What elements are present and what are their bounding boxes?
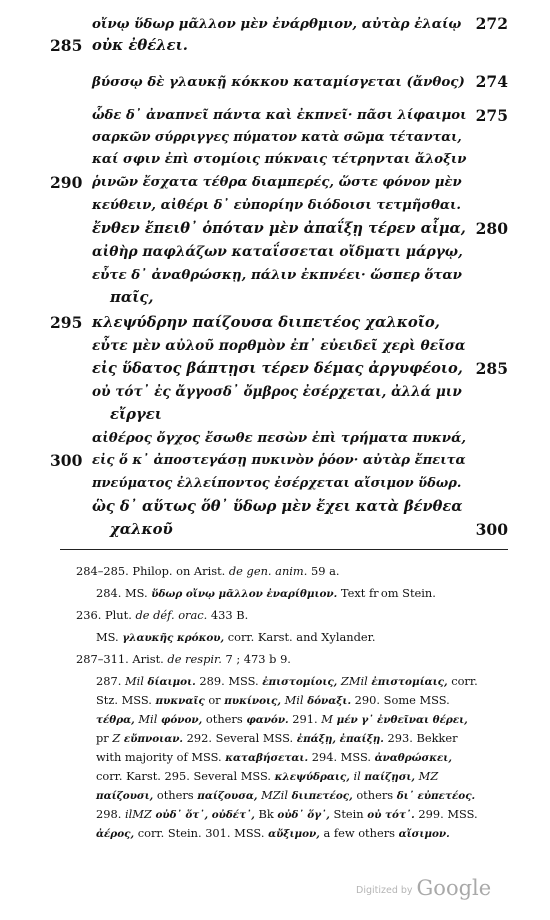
footnote-segment: ZMil <box>337 674 368 688</box>
verse-line <box>0 265 550 285</box>
verse-text: εὖτε μὲν αὐλοῦ πορθμὸν ἐπ᾽ εὐειδεῖ χερὶ θεῖσα <box>92 338 466 354</box>
footnote-segment: MZ <box>415 769 439 783</box>
footnote-line <box>0 628 550 646</box>
verse-line <box>0 497 550 517</box>
footnote-segment: ilMZ <box>124 807 152 821</box>
footnote-segment: 292. Several MSS. <box>183 731 297 745</box>
verse-line <box>0 428 550 448</box>
footnote-segment: ὕδωρ οἴνῳ μᾶλλον ἐναρίθμιον. <box>151 588 338 600</box>
verse-line <box>0 196 550 216</box>
footnote-segment: αἴσιμον. <box>398 828 450 840</box>
footnote-segment: M <box>321 712 333 726</box>
footnote-segment: 298. <box>96 807 125 821</box>
footnote-segment: Stein <box>329 807 368 821</box>
verse-line <box>0 173 550 193</box>
source-line-number: 300 <box>475 520 508 539</box>
footnote-segment: corr. <box>447 674 478 688</box>
digitization-watermark <box>356 876 491 903</box>
footnote-segment: δίαιμοι. <box>143 676 196 688</box>
verse-line <box>0 288 550 308</box>
verse-line <box>0 313 550 333</box>
footnote-segment: φόνον, <box>157 714 203 726</box>
footnote-line <box>0 584 550 602</box>
footnote-segment: 433 B. <box>207 608 249 622</box>
footnote-segment: 289. MSS. <box>195 674 263 688</box>
source-line-number: 285 <box>475 359 508 378</box>
footnote-segment: Text fr om Stein. <box>337 586 436 600</box>
verse-text: ἔνθεν ἔπειθ᾽ ὁπόταν μὲν ἀπαΐξῃ τέρεν αἷμα, <box>92 220 466 237</box>
verse-line-number: 285 <box>50 36 83 55</box>
footnote-segment: de gen. anim. <box>228 564 308 578</box>
source-line-number: 274 <box>475 72 508 91</box>
verse-text: εἰς ὕδατος βάπτῃσι τέρεν δέμας ἀργυφέοιο, <box>92 360 463 377</box>
footnote-segment: Stz. MSS. <box>96 693 156 707</box>
verse-line <box>0 36 550 56</box>
verse-line-number: 295 <box>50 313 83 332</box>
footnote-segment: μέν γ᾽ ἐνθεῖναι θέρει, <box>332 714 468 726</box>
footnote-segment: with majority of MSS. <box>96 750 226 764</box>
verse-text: ὣς δ᾽ αὕτως ὅθ᾽ ὕδωρ μὲν ἔχει κατὰ βένθεα <box>92 498 463 515</box>
footnote-segment: de respir. <box>167 652 222 666</box>
verse-text: εἴργει <box>110 406 162 423</box>
footnote-segment: ἐπάξῃ, ἐπαίξῃ. <box>296 733 384 745</box>
footnote-segment: 290. Some MSS. <box>351 693 450 707</box>
footnote-line <box>0 672 550 690</box>
footnote-segment: il <box>349 769 361 783</box>
verse-line <box>0 72 550 92</box>
verse-line <box>0 336 550 356</box>
footnote-segment: corr. Karst. and Xylander. <box>224 630 376 644</box>
footnote-segment: 236. Plut. <box>76 608 136 622</box>
verse-line <box>0 359 550 379</box>
source-line-number: 272 <box>475 14 508 33</box>
verse-text: οὐ τότ᾽ ἐς ἄγγοσδ᾽ ὄμβρος ἐσέρχεται, ἀλλά μιν <box>92 384 462 400</box>
verse-text: κλεψύδρην παίζουσα διιπετέος χαλκοῖο, <box>92 314 440 331</box>
footnote-segment: αὔξιμον, <box>268 828 320 840</box>
verse-text: κεύθειν, αἰθέρι δ᾽ εὐπορίην διόδοισι τετμῆσθαι. <box>92 198 462 213</box>
footnote-segment: παίζῃσι, <box>360 771 416 783</box>
verse-line <box>0 128 550 148</box>
verse-line <box>0 242 550 262</box>
source-line-number: 280 <box>475 219 508 238</box>
footnote-segment: ἀέρος, <box>96 828 135 840</box>
footnote-line <box>0 606 550 624</box>
footnote-segment: Bk <box>254 807 278 821</box>
footnote-segment: 294. MSS. <box>308 750 375 764</box>
verse-line-number: 300 <box>50 451 83 470</box>
footnote-line <box>0 748 550 766</box>
footnote-segment: οὐ τότ᾽. <box>367 809 415 821</box>
footnote-segment: δι᾽ εὐπετέος. <box>396 790 476 802</box>
verse-line <box>0 474 550 494</box>
footnote-line <box>0 650 550 668</box>
footnote-segment: 299. MSS. <box>414 807 478 821</box>
footnote-segment: 284. MS. <box>96 586 152 600</box>
verse-text: πνεύματος ἐλλείποντος ἐσέρχεται αἴσιμον ὕδωρ. <box>92 476 462 491</box>
verse-text: βύσσῳ δὲ γλαυκῇ κόκκου καταμίσγεται (ἄνθος) <box>92 74 465 90</box>
verse-text: εὖτε δ᾽ ἀναθρώσκῃ, πάλιν ἐκπνέει· ὥσπερ ὅταν <box>92 267 462 283</box>
footnote-segment: 293. Bekker <box>383 731 458 745</box>
footnote-segment: διιπετέος, <box>287 790 353 802</box>
verse-line <box>0 14 550 34</box>
footnote-line <box>0 710 550 728</box>
footnote-line <box>0 786 550 804</box>
footnote-line <box>0 729 550 747</box>
watermark-small-text: Digitized by <box>356 885 413 896</box>
footnote-segment: γλαυκῆς κρόκου, <box>122 632 225 644</box>
footnote-segment: οὐδ᾽ ὅτ᾽, οὐδέτ᾽, <box>151 809 255 821</box>
footnote-segment: εὔπνοιαν. <box>120 733 184 745</box>
footnote-segment: Mil <box>281 693 304 707</box>
footnote-segment: 7 ; 473 b 9. <box>221 652 291 666</box>
verse-text: παῖς, <box>110 289 154 306</box>
verse-text: εἰς ὅ κ᾽ ἀποστεγάσῃ πυκινὸν ῥόον· αὐτὰρ ἔπειτα <box>92 453 466 468</box>
verse-line <box>0 520 550 540</box>
footnote-segment: MZil <box>257 788 288 802</box>
verse-text: χαλκοῦ <box>110 521 173 538</box>
watermark-logo-text: Google <box>416 876 492 900</box>
footnote-segment: a few others <box>319 826 399 840</box>
footnote-segment: πυκίνοις, <box>224 695 281 707</box>
footnote-segment: 59 a. <box>307 564 340 578</box>
verse-text: οἴνῳ ὕδωρ μᾶλλον μὲν ἐνάρθμιον, αὐτὰρ ἐλαίῳ <box>92 16 462 32</box>
verse-line-number: 290 <box>50 173 83 192</box>
verse-line <box>0 451 550 471</box>
footnote-segment: δόναξι. <box>303 695 352 707</box>
footnote-segment: πυκναῖς <box>155 695 205 707</box>
footnote-segment: MS. <box>96 630 123 644</box>
footnote-segment: 284–285. Philop. on Arist. <box>76 564 229 578</box>
verse-text: ῥινῶν ἔσχατα τέθρα διαμπερές, ὥστε φόνον μὲν <box>92 175 462 190</box>
footnote-segment: Z <box>112 731 121 745</box>
footnote-segment: παίζουσι, <box>96 790 154 802</box>
footnote-line <box>0 562 550 580</box>
footnote-segment: οὐδ᾽ ὅγ᾽, <box>277 809 330 821</box>
footnote-line <box>0 691 550 709</box>
footnote-segment: ἐπιστομίαις, <box>367 676 448 688</box>
footnote-segment: Mil <box>134 712 158 726</box>
footnote-segment: corr. Karst. 295. Several MSS. <box>96 769 275 783</box>
verse-line <box>0 405 550 425</box>
footnote-segment: 287–311. Arist. <box>76 652 168 666</box>
footnote-segment: Mil <box>124 674 144 688</box>
footnote-separator-rule <box>60 549 508 550</box>
footnote-segment: κλεψύδραις, <box>274 771 350 783</box>
footnote-segment: παίζουσα, <box>197 790 258 802</box>
footnote-segment: φανόν. <box>246 714 289 726</box>
footnote-segment: de déf. orac. <box>135 608 208 622</box>
footnote-segment: 291. <box>288 712 322 726</box>
footnote-segment: others <box>352 788 397 802</box>
verse-text: αἰθὴρ παφλάζων καταΐσσεται οἴδματι μάργῳ, <box>92 244 463 260</box>
verse-line <box>0 150 550 170</box>
footnote-line <box>0 805 550 823</box>
footnote-segment: others <box>202 712 247 726</box>
footnote-segment: others <box>153 788 198 802</box>
verse-line <box>0 382 550 402</box>
verse-line <box>0 219 550 239</box>
footnote-segment: ἐπιστομίοις, <box>262 676 338 688</box>
verse-text: αἰθέρος ὄγχος ἔσωθε πεσὼν ἐπὶ τρήματα πυκνά, <box>92 430 467 446</box>
verse-text: καί σφιν ἐπὶ στομίοις πύκναις τέτρηνται ἄλοξιν <box>92 152 467 167</box>
verse-line <box>0 106 550 126</box>
footnote-segment: ἀναθρώσκει, <box>374 752 452 764</box>
footnote-segment: or <box>204 693 225 707</box>
footnote-segment: corr. Stein. 301. MSS. <box>134 826 269 840</box>
verse-text: ὧδε δ᾽ ἀναπνεῖ πάντα καὶ ἐκπνεῖ· πᾶσι λίφαιμοι <box>92 108 467 123</box>
footnote-segment: τέθρα, <box>96 714 135 726</box>
footnote-segment: 287. <box>96 674 125 688</box>
footnote-line <box>0 767 550 785</box>
source-line-number: 275 <box>475 106 508 125</box>
footnote-segment: καταβήσεται. <box>225 752 309 764</box>
footnote-line <box>0 824 550 842</box>
verse-text: σαρκῶν σύρριγγες πύματον κατὰ σῶμα τέτανται, <box>92 130 462 145</box>
verse-text: οὐκ ἐθέλει. <box>92 37 188 54</box>
footnote-segment: pr <box>96 731 113 745</box>
